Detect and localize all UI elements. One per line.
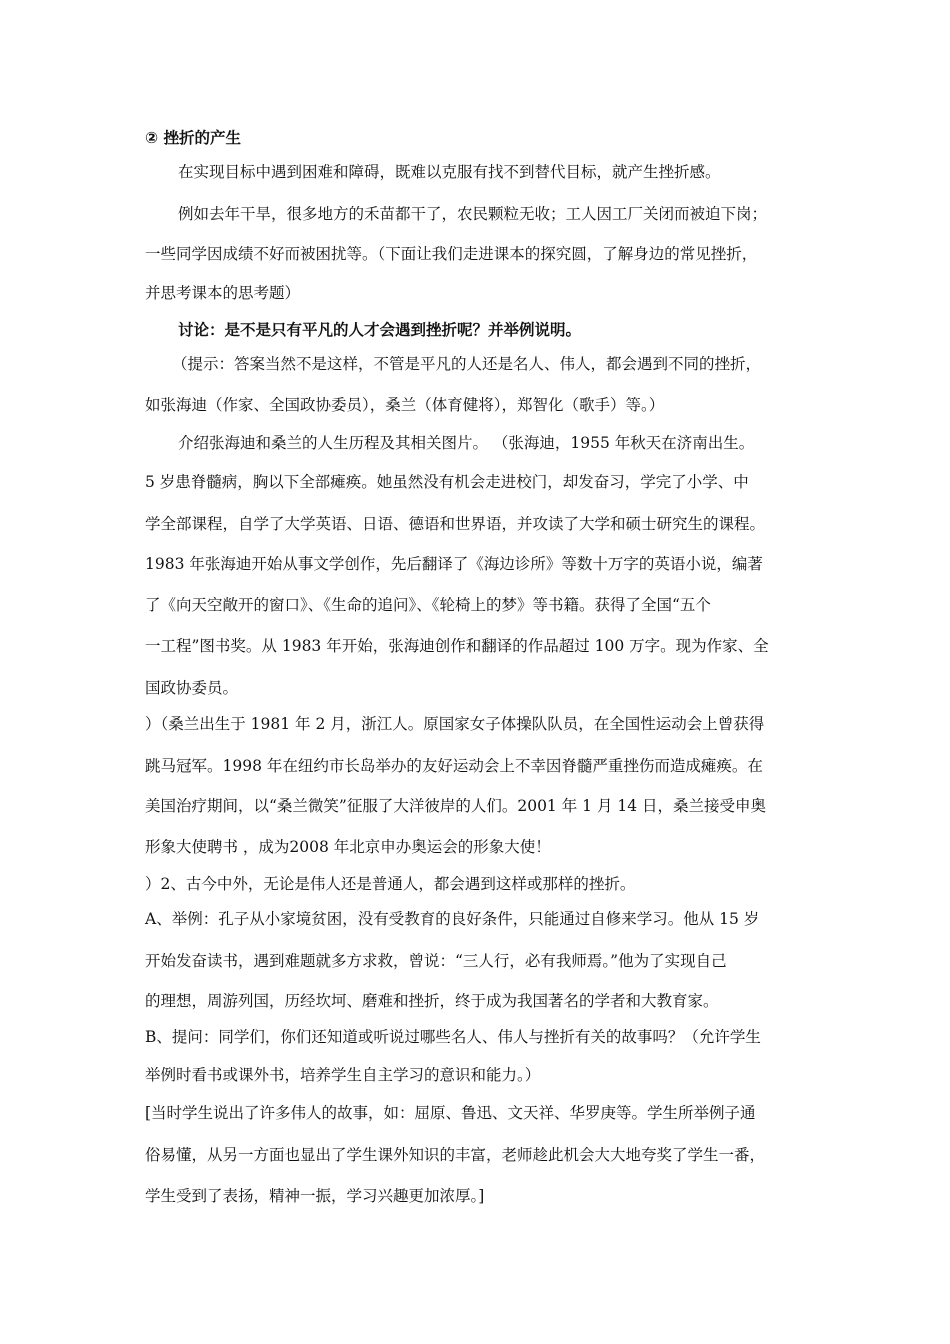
paragraph-line: 5 岁患脊髓病，胸以下全部瘫痪。她虽然没有机会走进校门，却发奋习，学完了小学、中 [145,473,749,491]
paragraph-line: B、提问：同学们，你们还知道或听说过哪些名人、伟人与挫折有关的故事吗？（允许学生 [145,1028,761,1046]
paragraph-line: 学生受到了表扬，精神一振，学习兴趣更加浓厚。] [145,1187,485,1205]
paragraph-line: ）2、古今中外，无论是伟人还是普通人，都会遇到这样或那样的挫折。 [145,875,636,893]
paragraph-line: 国政协委员。 [145,679,239,697]
discussion-question: 讨论：是不是只有平凡的人才会遇到挫折呢？并举例说明。 [178,321,582,339]
paragraph-line: 并思考课本的思考题） [145,284,301,302]
paragraph-line: 在实现目标中遇到困难和障碍，既难以克服有找不到替代目标，就产生挫折感。 [178,163,721,181]
paragraph-line: [当时学生说出了许多伟人的故事，如：屈原、鲁迅、文天祥、华罗庚等。学生所举例子通 [145,1104,756,1122]
paragraph-line: 形象大使聘书 ，成为2008 年北京申办奥运会的形象大使！ [145,838,551,856]
paragraph-line: 1983 年张海迪开始从事文学创作，先后翻译了《海边诊所》等数十万字的英语小说，编著 [145,555,763,573]
paragraph-line: 了《向天空敞开的窗口》、《生命的追问》、《轮椅上的梦》等书籍。获得了全国“五个 [145,596,711,614]
paragraph-line: 如张海迪（作家、全国政协委员），桑兰（体育健将），郑智化（歌手）等。） [145,396,665,414]
paragraph-line: 一工程”图书奖。从 1983 年开始，张海迪创作和翻译的作品超过 100 万字。现为作家、全 [145,637,769,655]
paragraph-line: 例如去年干旱，很多地方的禾苗都干了，农民颗粒无收；工人因工厂关闭而被迫下岗； [178,205,768,223]
paragraph-line: 举例时看书或课外书，培养学生自主学习的意识和能力。） [145,1066,541,1084]
section-heading: ② 挫折的产生 [145,129,242,147]
paragraph-line: ）（桑兰出生于 1981 年 2 月，浙江人。原国家女子体操队队员，在全国性运动会上曾获得 [145,715,765,733]
paragraph-line: 介绍张海迪和桑兰的人生历程及其相关图片。 （张海迪，1955 年秋天在济南出生。 [178,434,755,452]
paragraph-line: 俗易懂，从另一方面也显出了学生课外知识的丰富，老师趁此机会大大地夸奖了学生一番， [145,1146,766,1164]
paragraph-line: 学全部课程，自学了大学英语、日语、德语和世界语，并攻读了大学和硕士研究生的课程。 [145,515,766,533]
paragraph-line: 美国治疗期间，以“桑兰微笑”征服了大洋彼岸的人们。2001 年 1 月 14 日，桑兰接受申奥 [145,797,767,815]
paragraph-line: 一些同学因成绩不好而被困扰等。（下面让我们走进课本的探究圆，了解身边的常见挫折， [145,245,758,263]
paragraph-line: A、举例：孔子从小家境贫困，没有受教育的良好条件，只能通过自修来学习。他从 15 岁 [145,910,760,928]
paragraph-line: （提示：答案当然不是这样，不管是平凡的人还是名人、伟人，都会遇到不同的挫折， [172,355,762,373]
paragraph-line: 跳马冠军。1998 年在纽约市长岛举办的友好运动会上不幸因脊髓严重挫伤而造成瘫痪。在 [145,757,763,775]
paragraph-line: 开始发奋读书，遇到难题就多方求救，曾说：“三人行，必有我师焉。”他为了实现自己 [145,952,727,970]
paragraph-line: 的理想，周游列国，历经坎坷、磨难和挫折，终于成为我国著名的学者和大教育家。 [145,992,719,1010]
